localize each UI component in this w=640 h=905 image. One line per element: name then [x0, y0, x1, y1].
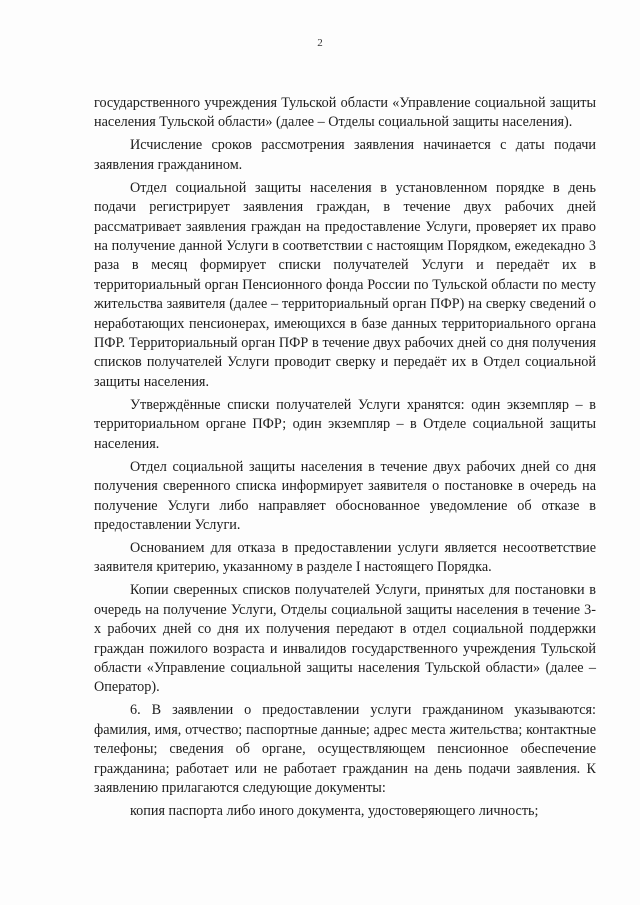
paragraph-list-copies-transfer: Копии сверенных списков получателей Услуги, принятых для постановки в очередь на получение Услуги, Отделы социальной защиты населения в течение 3-х рабочих дней со дня их получения передают в отдел социальной поддержки граждан пожилого возраста и инвалидов государственного учреждения Тульской области «Управление социальной защиты населения Тульской области» (далее – Оператор).	[94, 582, 596, 696]
page-number: 2	[317, 37, 323, 49]
paragraph-registration-procedure: Отдел социальной защиты населения в установленном порядке в день подачи регистрирует заявления граждан, в течение двух рабочих дней рассматривает заявления граждан на предоставление Услуги, проверяет их право на получение данной Услуги в соответствии с настоящим Порядком, ежедекадно 3 раза в месяц формирует списки получателей Услуги и передаёт их в территориальный орган Пенсионного фонда России по Тульской области по месту жительства заявителя (далее – территориальный орган ПФР) на сверку сведений о неработающих пенсионерах, имеющихся в базе данных территориального органа ПФР. Территориальный орган ПФР в течение двух рабочих дней со дня получения списков получателей Услуги проводит сверку и передаёт их в Отдел социальной защиты населения.	[94, 179, 596, 390]
paragraph-lists-storage: Утверждённые списки получателей Услуги хранятся: один экземпляр – в территориальном органе ПФР; один экземпляр – в Отделе социальной защиты населения.	[94, 396, 596, 452]
document-body	[94, 94, 596, 825]
paragraph-continuation: государственного учреждения Тульской области «Управление социальной защиты населения Тульской области» (далее – Отделы социальной защиты населения).	[94, 95, 596, 131]
paragraph-section-6-application-contents: 6. В заявлении о предоставлении услуги гражданином указываются: фамилия, имя, отчество; паспортные данные; адрес места жительства; контактные телефоны; сведения об органе, осуществляющем пенсионное обеспечение гражданина; работает или не работает гражданин на день подачи заявления. К заявлению прилагаются следующие документы:	[94, 702, 596, 796]
paragraph-refusal-grounds: Основанием для отказа в предоставлении услуги является несоответствие заявителя критерию, указанному в разделе I настоящего Порядка.	[94, 539, 596, 576]
paragraph-applicant-notification: Отдел социальной защиты населения в течение двух рабочих дней со дня получения сверенного списка информирует заявителя о постановке в очередь на получение Услуги либо направляет обоснованное уведомление об отказе в предоставлении Услуги.	[94, 458, 596, 533]
paragraph-document-item-passport: копия паспорта либо иного документа, удостоверяющего личность;	[130, 802, 539, 819]
paragraph-deadline-calculation: Исчисление сроков рассмотрения заявления начинается с даты подачи заявления гражданином.	[94, 137, 596, 173]
